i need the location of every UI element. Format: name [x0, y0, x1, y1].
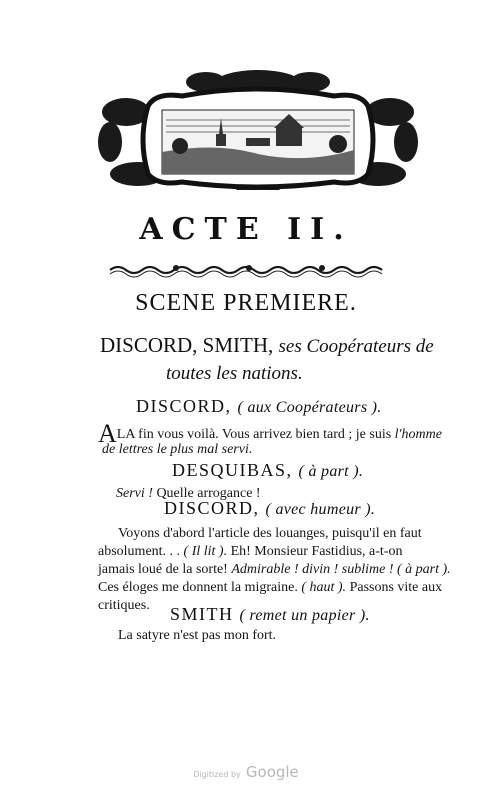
speaker-heading: [172, 460, 363, 481]
dialogue-line: jamais loué de la sorte! Admirable ! divin ! sublime ! ( à part ).: [98, 562, 451, 577]
dialogue-line: de lettres le plus mal servi.: [102, 442, 253, 457]
cast-roles: ses Coopérateurs de: [278, 336, 434, 357]
drop-cap: A: [98, 419, 117, 448]
digitized-watermark: [0, 762, 492, 781]
speaker-heading: [170, 604, 370, 625]
dialogue-line: Servi ! Quelle arrogance !: [116, 486, 261, 501]
engraved-vignette: [96, 62, 420, 210]
ornamental-rule: [106, 262, 392, 278]
speaker-name: SMITH: [170, 604, 234, 624]
dialogue-line: absolument. . . ( Il lit ). Eh! Monsieur Fastidius, a-t-on: [98, 544, 403, 559]
watermark-small: Digitized by: [193, 770, 241, 779]
cast-list: [100, 332, 460, 387]
google-logo: Google: [245, 763, 299, 781]
dialogue-line: La satyre n'est pas mon fort.: [118, 628, 277, 643]
speaker-heading: [164, 498, 375, 519]
speaker-heading: [136, 396, 382, 417]
stage-direction: ( avec humeur ).: [265, 501, 376, 518]
dialogue-line: critiques.: [98, 598, 150, 613]
cast-names: DISCORD, SMITH,: [100, 333, 274, 357]
scene-title: SCENE PREMIERE.: [135, 290, 357, 316]
speaker-name: DISCORD,: [136, 396, 232, 416]
speaker-name: DISCORD,: [164, 498, 260, 518]
dialogue-line: Voyons d'abord l'article des louanges, puisqu'il en faut: [118, 526, 422, 541]
act-title: ACTE II.: [139, 212, 353, 247]
speaker-name: DESQUIBAS,: [172, 460, 293, 480]
stage-direction: ( à part ).: [298, 463, 364, 480]
stage-direction: ( aux Coopérateurs ).: [237, 399, 382, 416]
dialogue-line: ALA fin vous voilà. Vous arrivez bien tard ; je suis l'homme: [98, 419, 442, 448]
cast-roles-continued: toutes les nations.: [166, 363, 303, 384]
stage-direction: ( remet un papier ).: [239, 607, 370, 624]
dialogue-line: Ces éloges me donnent la migraine. ( haut ). Passons vite aux: [98, 580, 443, 595]
